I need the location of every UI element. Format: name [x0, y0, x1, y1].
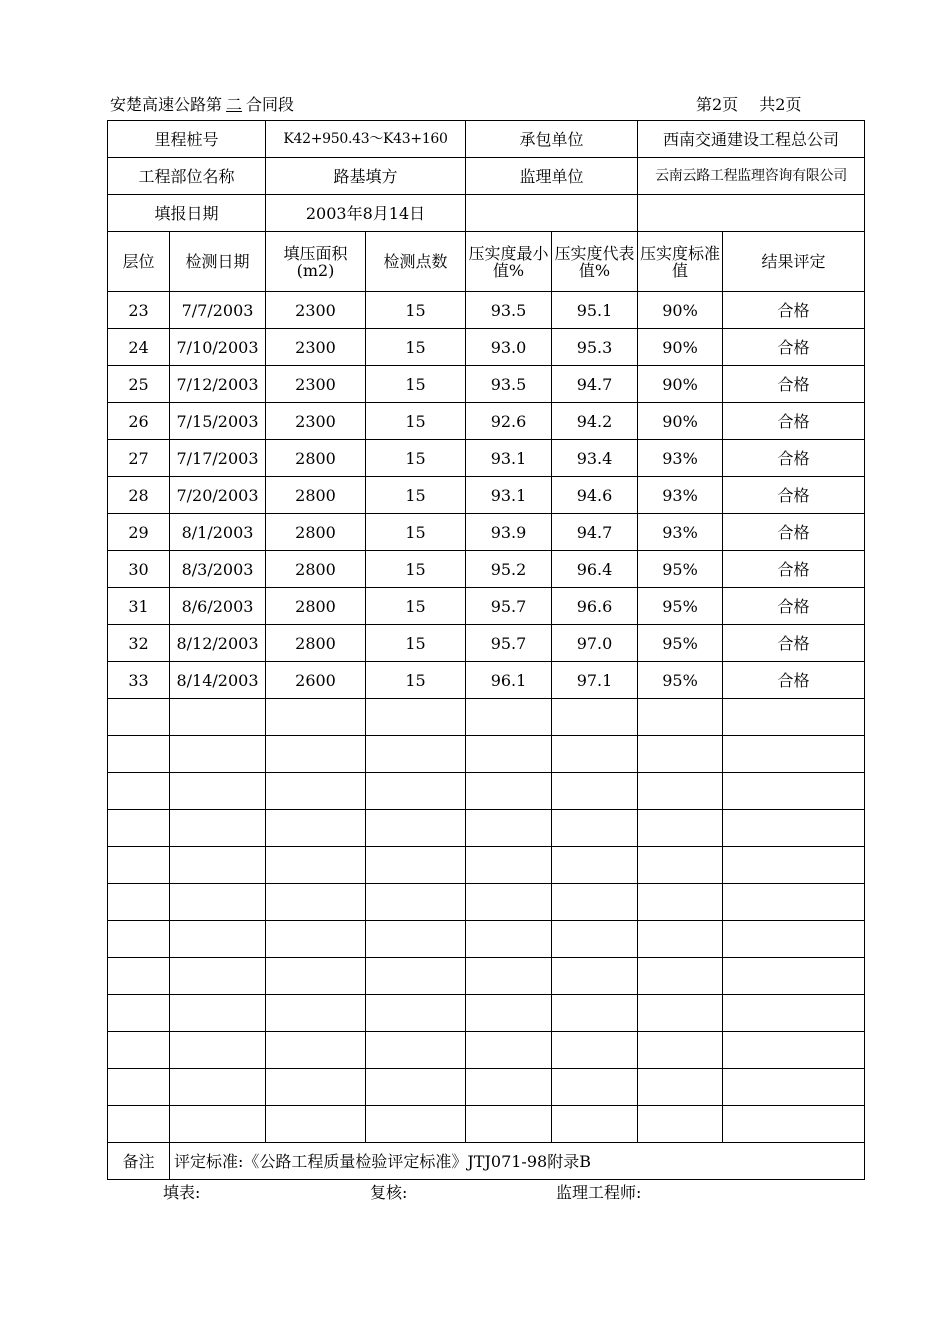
empty-cell — [466, 1032, 552, 1069]
page-info: 第2页 共2页 — [696, 95, 802, 114]
cell-result: 合格 — [723, 440, 865, 477]
column-header-row — [108, 232, 865, 292]
cell-rep-value: 94.6 — [552, 477, 638, 514]
empty-cell — [266, 995, 366, 1032]
cell-min-value: 95.7 — [466, 625, 552, 662]
cell-area: 2800 — [266, 551, 366, 588]
date-blank-1 — [466, 195, 638, 232]
cell-std-value: 93% — [638, 440, 723, 477]
empty-row — [108, 1032, 865, 1069]
table-row — [108, 366, 865, 403]
cell-date: 8/6/2003 — [170, 588, 266, 625]
empty-row — [108, 810, 865, 847]
empty-row — [108, 847, 865, 884]
empty-cell — [552, 884, 638, 921]
cell-min-value: 92.6 — [466, 403, 552, 440]
cell-points: 15 — [366, 514, 466, 551]
compaction-test-table — [107, 120, 865, 1180]
empty-cell — [108, 921, 170, 958]
empty-cell — [466, 736, 552, 773]
cell-area: 2600 — [266, 662, 366, 699]
empty-cell — [108, 1032, 170, 1069]
cell-layer: 24 — [108, 329, 170, 366]
cell-rep-value: 93.4 — [552, 440, 638, 477]
empty-cell — [466, 921, 552, 958]
empty-cell — [723, 773, 865, 810]
empty-cell — [466, 847, 552, 884]
cell-std-value: 93% — [638, 477, 723, 514]
empty-cell — [552, 1069, 638, 1106]
empty-cell — [366, 958, 466, 995]
cell-result: 合格 — [723, 292, 865, 329]
cell-result: 合格 — [723, 662, 865, 699]
empty-cell — [638, 1032, 723, 1069]
empty-row — [108, 884, 865, 921]
empty-cell — [723, 847, 865, 884]
title-prefix: 安楚高速公路第 — [110, 95, 223, 114]
cell-area: 2300 — [266, 366, 366, 403]
col-header-area: 填压面积(m2) — [266, 232, 366, 292]
cell-area: 2300 — [266, 292, 366, 329]
cell-result: 合格 — [723, 366, 865, 403]
cell-result: 合格 — [723, 625, 865, 662]
empty-cell — [638, 921, 723, 958]
cell-date: 7/15/2003 — [170, 403, 266, 440]
cell-area: 2800 — [266, 440, 366, 477]
empty-cell — [266, 1069, 366, 1106]
info-row-part — [108, 158, 865, 195]
empty-row — [108, 921, 865, 958]
col-header-result: 结果评定 — [723, 232, 865, 292]
table-row — [108, 551, 865, 588]
empty-cell — [108, 884, 170, 921]
supervisor-label: 监理单位 — [466, 158, 638, 195]
col-header-points: 检测点数 — [366, 232, 466, 292]
cell-result: 合格 — [723, 551, 865, 588]
empty-cell — [466, 699, 552, 736]
empty-cell — [552, 810, 638, 847]
empty-row — [108, 1106, 865, 1143]
table-row — [108, 329, 865, 366]
empty-cell — [366, 921, 466, 958]
empty-cell — [108, 810, 170, 847]
contractor-value: 西南交通建设工程总公司 — [638, 121, 865, 158]
empty-cell — [170, 958, 266, 995]
empty-cell — [170, 1032, 266, 1069]
empty-cell — [723, 810, 865, 847]
col-header-std: 压实度标准值 — [638, 232, 723, 292]
empty-cell — [552, 736, 638, 773]
empty-cell — [108, 736, 170, 773]
empty-cell — [638, 1069, 723, 1106]
empty-cell — [366, 810, 466, 847]
empty-cell — [723, 699, 865, 736]
supervisor-value: 云南云路工程监理咨询有限公司 — [638, 158, 865, 195]
cell-date: 7/12/2003 — [170, 366, 266, 403]
empty-cell — [170, 1106, 266, 1143]
cell-date: 8/14/2003 — [170, 662, 266, 699]
empty-cell — [552, 958, 638, 995]
cell-min-value: 93.0 — [466, 329, 552, 366]
empty-cell — [638, 773, 723, 810]
cell-std-value: 90% — [638, 403, 723, 440]
cell-result: 合格 — [723, 477, 865, 514]
empty-cell — [266, 810, 366, 847]
mileage-value: K42+950.43～K43+160 — [266, 121, 466, 158]
cell-min-value: 95.2 — [466, 551, 552, 588]
table-row — [108, 514, 865, 551]
empty-cell — [723, 995, 865, 1032]
empty-row — [108, 736, 865, 773]
cell-rep-value: 96.6 — [552, 588, 638, 625]
empty-cell — [170, 773, 266, 810]
empty-cell — [170, 1069, 266, 1106]
empty-cell — [170, 810, 266, 847]
cell-layer: 33 — [108, 662, 170, 699]
cell-points: 15 — [366, 329, 466, 366]
empty-cell — [723, 1032, 865, 1069]
cell-min-value: 93.9 — [466, 514, 552, 551]
empty-cell — [638, 699, 723, 736]
empty-cell — [466, 995, 552, 1032]
empty-cell — [266, 773, 366, 810]
cell-layer: 28 — [108, 477, 170, 514]
cell-rep-value: 94.7 — [552, 366, 638, 403]
empty-cell — [723, 958, 865, 995]
cell-layer: 30 — [108, 551, 170, 588]
empty-cell — [266, 884, 366, 921]
cell-area: 2800 — [266, 625, 366, 662]
empty-cell — [108, 958, 170, 995]
empty-cell — [170, 699, 266, 736]
empty-cell — [266, 921, 366, 958]
cell-min-value: 93.1 — [466, 477, 552, 514]
empty-cell — [266, 699, 366, 736]
cell-points: 15 — [366, 662, 466, 699]
cell-date: 7/10/2003 — [170, 329, 266, 366]
empty-cell — [638, 884, 723, 921]
col-header-min: 压实度最小值% — [466, 232, 552, 292]
cell-min-value: 93.5 — [466, 292, 552, 329]
cell-points: 15 — [366, 440, 466, 477]
empty-cell — [366, 847, 466, 884]
table-row — [108, 292, 865, 329]
cell-date: 7/17/2003 — [170, 440, 266, 477]
cell-min-value: 93.5 — [466, 366, 552, 403]
cell-std-value: 90% — [638, 292, 723, 329]
empty-row — [108, 1069, 865, 1106]
empty-cell — [170, 921, 266, 958]
col-header-layer: 层位 — [108, 232, 170, 292]
cell-layer: 31 — [108, 588, 170, 625]
empty-cell — [366, 736, 466, 773]
empty-cell — [638, 810, 723, 847]
empty-cell — [108, 773, 170, 810]
empty-cell — [723, 736, 865, 773]
empty-cell — [108, 995, 170, 1032]
empty-cell — [366, 773, 466, 810]
cell-date: 7/7/2003 — [170, 292, 266, 329]
remarks-label: 备注 — [108, 1143, 170, 1180]
info-row-mileage — [108, 121, 865, 158]
empty-cell — [366, 1106, 466, 1143]
contractor-label: 承包单位 — [466, 121, 638, 158]
cell-rep-value: 97.0 — [552, 625, 638, 662]
date-blank-2 — [638, 195, 865, 232]
cell-layer: 23 — [108, 292, 170, 329]
cell-points: 15 — [366, 366, 466, 403]
col-header-date: 检测日期 — [170, 232, 266, 292]
cell-layer: 32 — [108, 625, 170, 662]
empty-cell — [552, 773, 638, 810]
cell-points: 15 — [366, 625, 466, 662]
cell-points: 15 — [366, 477, 466, 514]
empty-cell — [170, 847, 266, 884]
mileage-label: 里程桩号 — [108, 121, 266, 158]
empty-cell — [108, 699, 170, 736]
empty-row — [108, 773, 865, 810]
cell-min-value: 96.1 — [466, 662, 552, 699]
empty-cell — [366, 884, 466, 921]
table-row — [108, 403, 865, 440]
empty-cell — [266, 847, 366, 884]
empty-cell — [552, 1032, 638, 1069]
empty-cell — [466, 1106, 552, 1143]
cell-layer: 29 — [108, 514, 170, 551]
empty-cell — [366, 699, 466, 736]
cell-rep-value: 94.2 — [552, 403, 638, 440]
empty-cell — [170, 884, 266, 921]
cell-points: 15 — [366, 403, 466, 440]
empty-cell — [638, 736, 723, 773]
reviewed-by-label: 复核: — [370, 1183, 408, 1202]
cell-layer: 25 — [108, 366, 170, 403]
empty-cell — [638, 995, 723, 1032]
info-row-date — [108, 195, 865, 232]
filled-by-label: 填表: — [163, 1183, 201, 1202]
empty-cell — [552, 699, 638, 736]
cell-std-value: 90% — [638, 329, 723, 366]
empty-cell — [108, 847, 170, 884]
cell-rep-value: 96.4 — [552, 551, 638, 588]
document-title — [110, 94, 294, 116]
empty-cell — [466, 958, 552, 995]
empty-cell — [170, 995, 266, 1032]
empty-cell — [552, 995, 638, 1032]
empty-cell — [266, 1032, 366, 1069]
empty-row — [108, 995, 865, 1032]
empty-cell — [108, 1069, 170, 1106]
empty-cell — [723, 921, 865, 958]
cell-std-value: 95% — [638, 662, 723, 699]
cell-layer: 26 — [108, 403, 170, 440]
cell-result: 合格 — [723, 588, 865, 625]
cell-date: 8/1/2003 — [170, 514, 266, 551]
empty-cell — [466, 810, 552, 847]
empty-cell — [552, 847, 638, 884]
empty-cell — [266, 958, 366, 995]
empty-cell — [723, 884, 865, 921]
cell-result: 合格 — [723, 329, 865, 366]
empty-cell — [638, 847, 723, 884]
cell-rep-value: 95.3 — [552, 329, 638, 366]
empty-cell — [266, 1106, 366, 1143]
part-value: 路基填方 — [266, 158, 466, 195]
cell-date: 7/20/2003 — [170, 477, 266, 514]
empty-cell — [466, 884, 552, 921]
cell-std-value: 95% — [638, 551, 723, 588]
empty-cell — [466, 1069, 552, 1106]
cell-std-value: 95% — [638, 588, 723, 625]
empty-cell — [170, 736, 266, 773]
cell-min-value: 93.1 — [466, 440, 552, 477]
empty-cell — [552, 1106, 638, 1143]
empty-cell — [638, 958, 723, 995]
cell-points: 15 — [366, 292, 466, 329]
empty-cell — [723, 1069, 865, 1106]
table-row — [108, 440, 865, 477]
cell-area: 2800 — [266, 477, 366, 514]
cell-rep-value: 95.1 — [552, 292, 638, 329]
empty-row — [108, 699, 865, 736]
cell-std-value: 95% — [638, 625, 723, 662]
remarks-text: 评定标准:《公路工程质量检验评定标准》JTJ071-98附录B — [170, 1143, 865, 1180]
cell-points: 15 — [366, 551, 466, 588]
empty-row — [108, 958, 865, 995]
cell-std-value: 93% — [638, 514, 723, 551]
cell-area: 2300 — [266, 329, 366, 366]
cell-points: 15 — [366, 588, 466, 625]
cell-min-value: 95.7 — [466, 588, 552, 625]
date-value: 2003年8月14日 — [266, 195, 466, 232]
empty-cell — [638, 1106, 723, 1143]
part-label: 工程部位名称 — [108, 158, 266, 195]
table-row — [108, 588, 865, 625]
cell-layer: 27 — [108, 440, 170, 477]
cell-date: 8/12/2003 — [170, 625, 266, 662]
empty-cell — [266, 736, 366, 773]
cell-rep-value: 94.7 — [552, 514, 638, 551]
contract-number: 二 — [226, 95, 243, 114]
empty-cell — [108, 1106, 170, 1143]
table-row — [108, 477, 865, 514]
cell-area: 2800 — [266, 514, 366, 551]
table-row — [108, 662, 865, 699]
empty-cell — [366, 995, 466, 1032]
engineer-label: 监理工程师: — [556, 1183, 642, 1202]
empty-cell — [366, 1069, 466, 1106]
empty-cell — [552, 921, 638, 958]
cell-result: 合格 — [723, 403, 865, 440]
cell-area: 2800 — [266, 588, 366, 625]
empty-cell — [466, 773, 552, 810]
cell-rep-value: 97.1 — [552, 662, 638, 699]
empty-cell — [723, 1106, 865, 1143]
cell-result: 合格 — [723, 514, 865, 551]
empty-cell — [366, 1032, 466, 1069]
title-suffix: 合同段 — [246, 95, 295, 114]
date-label: 填报日期 — [108, 195, 266, 232]
cell-std-value: 90% — [638, 366, 723, 403]
col-header-rep: 压实度代表值% — [552, 232, 638, 292]
cell-date: 8/3/2003 — [170, 551, 266, 588]
table-row — [108, 625, 865, 662]
remarks-row — [108, 1143, 865, 1180]
cell-area: 2300 — [266, 403, 366, 440]
